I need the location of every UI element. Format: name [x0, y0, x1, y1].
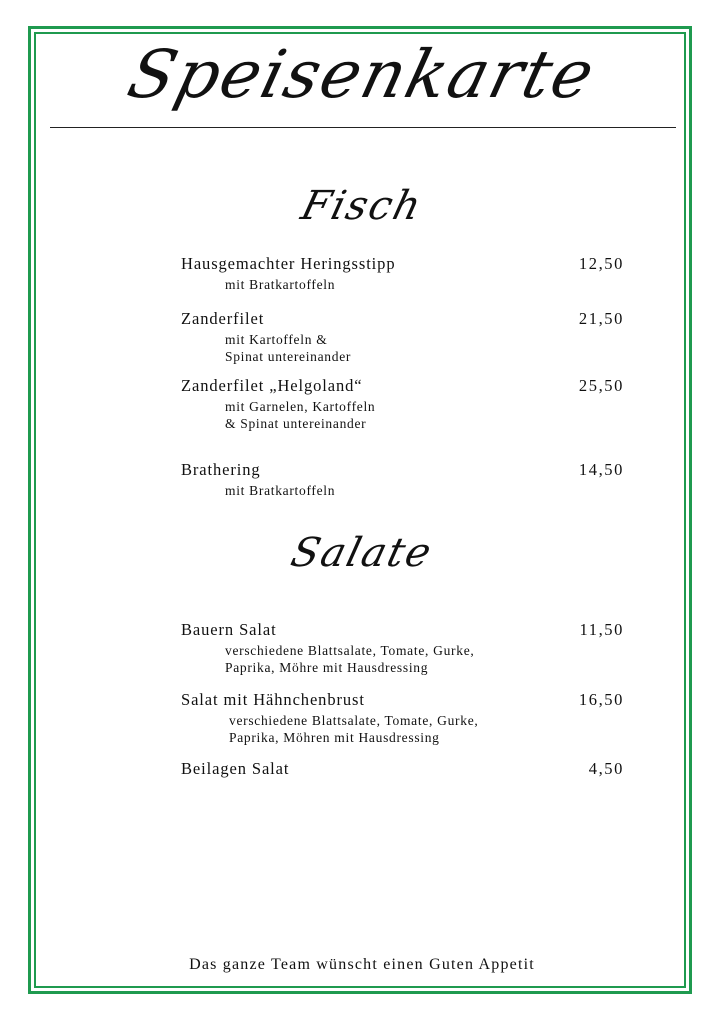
menu-item-name: Beilagen Salat [181, 759, 290, 778]
menu-item-description: mit Bratkartoffeln [225, 483, 336, 498]
footer-greeting: Das ganze Team wünscht einen Guten Appetit [189, 956, 535, 973]
page-border-inner [34, 32, 686, 988]
section-heading-salate: Salate [286, 530, 438, 576]
menu-item [181, 254, 624, 293]
menu-title: Speisenkarte [120, 36, 604, 113]
menu-item-price: 12,50 [578, 254, 624, 273]
menu-item [181, 376, 624, 432]
section-heading-fisch: Fisch [296, 183, 428, 229]
menu-item-description: & Spinat untereinander [225, 416, 367, 431]
menu-item [181, 759, 624, 781]
menu-item-price: 11,50 [579, 620, 624, 639]
menu-item-description: verschiedene Blattsalate, Tomate, Gurke, [229, 713, 479, 728]
menu-item-description: Paprika, Möhre mit Hausdressing [225, 660, 429, 675]
menu-item [181, 690, 624, 746]
menu-item-price: 16,50 [578, 690, 624, 709]
menu-item-description: Paprika, Möhren mit Hausdressing [229, 730, 440, 745]
menu-item-price: 14,50 [578, 460, 624, 479]
menu-item-price: 21,50 [578, 309, 624, 328]
menu-item [181, 460, 624, 499]
menu-item [181, 620, 624, 676]
menu-item-name: Zanderfilet [181, 309, 265, 328]
menu-item-name: Salat mit Hähnchenbrust [181, 690, 365, 709]
menu-item-name: Hausgemachter Heringsstipp [181, 254, 396, 273]
menu-item-price: 4,50 [588, 759, 624, 778]
menu-item-description: mit Garnelen, Kartoffeln [225, 399, 376, 414]
menu-item-description: Spinat untereinander [225, 349, 352, 364]
menu-item-price: 25,50 [578, 376, 624, 395]
menu-item-name: Zanderfilet „Helgoland“ [181, 376, 363, 395]
menu-item [181, 309, 624, 365]
menu-item-description: mit Bratkartoffeln [225, 277, 336, 292]
menu-item-name: Brathering [181, 460, 261, 479]
menu-item-description: mit Kartoffeln & [225, 332, 328, 347]
menu-item-description: verschiedene Blattsalate, Tomate, Gurke, [225, 643, 475, 658]
menu-item-name: Bauern Salat [181, 620, 277, 639]
title-divider [50, 127, 676, 128]
